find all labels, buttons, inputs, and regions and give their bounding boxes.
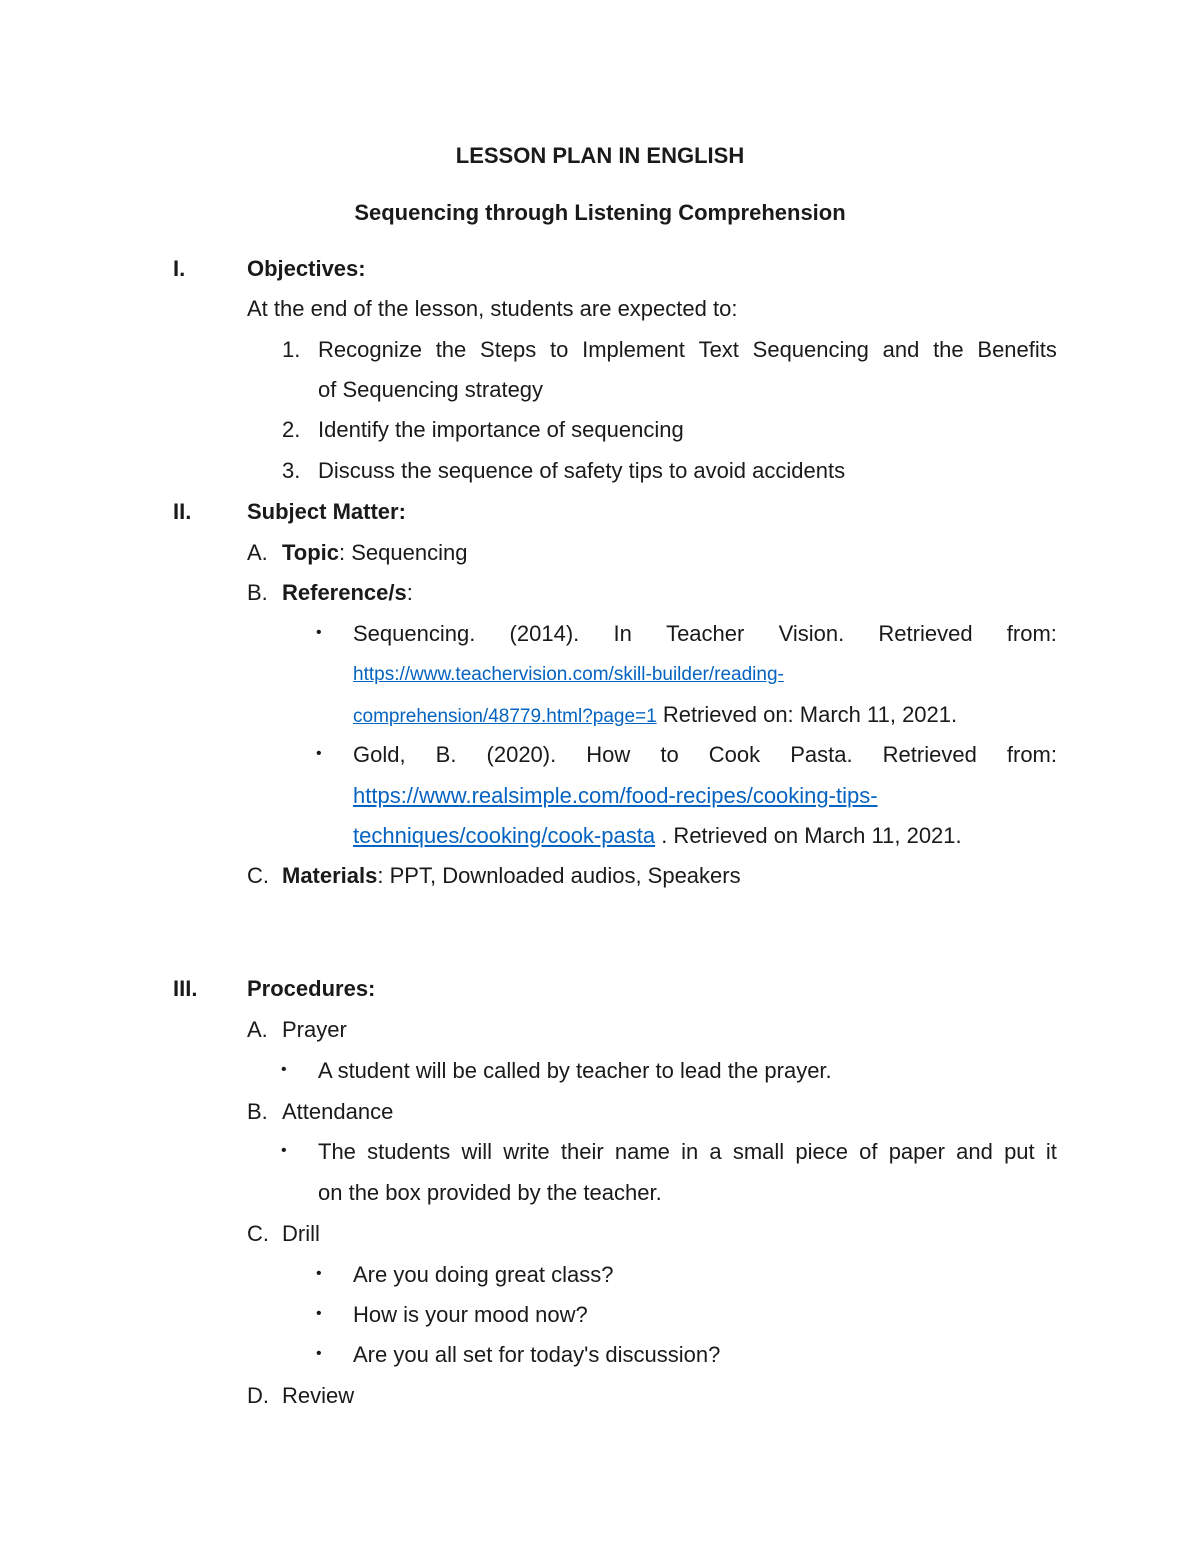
procedure-bullet: The students will write their name in a small piece of paper and put it <box>318 1139 1057 1164</box>
procedure-step: Drill <box>282 1221 320 1246</box>
materials-line: Materials: PPT, Downloaded audios, Speakers <box>282 863 741 888</box>
list-letter: B. <box>247 580 268 605</box>
section-heading-procedures: Procedures: <box>247 976 376 1001</box>
reference-link[interactable]: techniques/cooking/cook-pasta <box>353 823 656 848</box>
list-number: 1. <box>282 337 301 362</box>
section-numeral: II. <box>173 499 192 524</box>
bullet-icon: • <box>316 1305 322 1322</box>
bullet-icon: • <box>316 624 322 641</box>
list-letter: A. <box>247 1017 268 1042</box>
procedure-bullet-continued: on the box provided by the teacher. <box>318 1180 662 1205</box>
bullet-icon: • <box>316 1345 322 1362</box>
procedure-step: Attendance <box>282 1099 394 1124</box>
bullet-icon: • <box>316 1265 322 1282</box>
section-numeral: III. <box>173 976 198 1001</box>
list-letter: C. <box>247 1221 269 1246</box>
list-number: 3. <box>282 458 301 483</box>
reference-link[interactable]: https://www.teachervision.com/skill-builder/reading- <box>353 664 784 685</box>
reference-entry: Sequencing. (2014). In Teacher Vision. Retrieved from: <box>353 621 1057 646</box>
objective-item: Identify the importance of sequencing <box>318 417 684 442</box>
objective-item: Discuss the sequence of safety tips to avoid accidents <box>318 458 846 483</box>
references-heading: Reference/s: <box>282 580 413 605</box>
objectives-intro: At the end of the lesson, students are expected to: <box>247 296 738 321</box>
page-subtitle: Sequencing through Listening Comprehension <box>354 200 846 225</box>
procedure-step: Review <box>282 1383 355 1408</box>
drill-question: Are you all set for today's discussion? <box>353 1342 721 1367</box>
objective-line-continued: of Sequencing strategy <box>318 377 544 402</box>
list-letter: A. <box>247 540 268 565</box>
procedure-step: Prayer <box>282 1017 347 1042</box>
procedure-bullet: A student will be called by teacher to lead the prayer. <box>318 1058 832 1083</box>
list-letter: C. <box>247 863 269 888</box>
page-title: LESSON PLAN IN ENGLISH <box>455 143 745 168</box>
drill-question: Are you doing great class? <box>353 1262 614 1287</box>
reference-retrieved: comprehension/48779.html?page=1 Retrieved on: March 11, 2021. <box>353 702 958 727</box>
objective-line: Recognize the Steps to Implement Text Sequencing and the Benefits <box>318 337 1057 362</box>
list-number: 2. <box>282 417 301 442</box>
bullet-icon: • <box>281 1142 287 1159</box>
bullet-icon: • <box>281 1061 287 1078</box>
reference-entry: Gold, B. (2020). How to Cook Pasta. Retrieved from: <box>353 742 1057 767</box>
section-heading-objectives: Objectives: <box>247 256 366 281</box>
list-letter: B. <box>247 1099 268 1124</box>
list-letter: D. <box>247 1383 269 1408</box>
topic-line: Topic: Sequencing <box>282 540 468 565</box>
section-numeral: I. <box>173 256 186 281</box>
bullet-icon: • <box>316 745 322 762</box>
reference-retrieved: techniques/cooking/cook-pasta . Retrieved on March 11, 2021. <box>353 823 962 848</box>
drill-question: How is your mood now? <box>353 1302 588 1327</box>
section-heading-subject-matter: Subject Matter: <box>247 499 406 524</box>
reference-link[interactable]: comprehension/48779.html?page=1 <box>353 706 657 727</box>
reference-link[interactable]: https://www.realsimple.com/food-recipes/cooking-tips- <box>353 783 878 808</box>
